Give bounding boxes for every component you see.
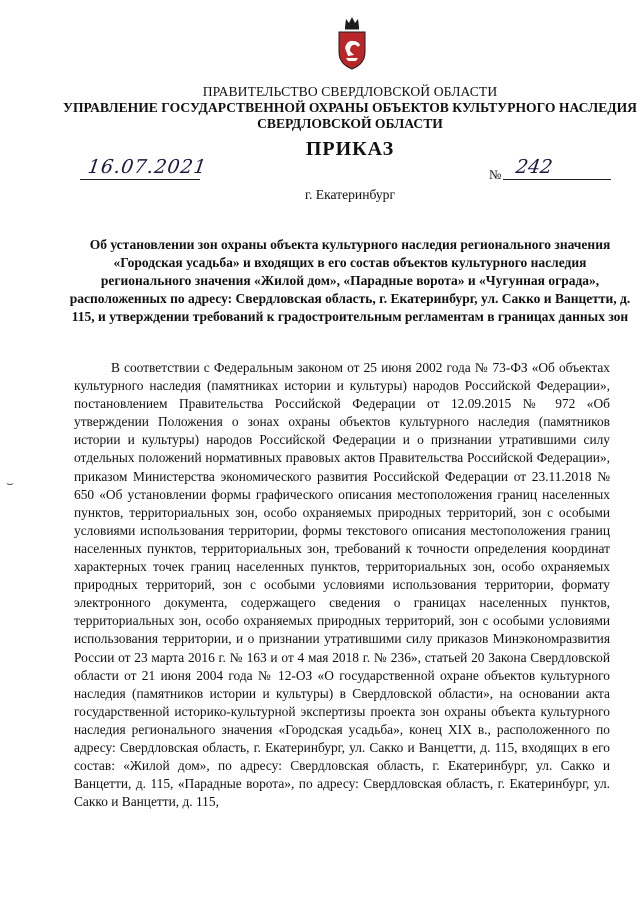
number-label: № bbox=[489, 167, 502, 182]
department-name: УПРАВЛЕНИЕ ГОСУДАРСТВЕННОЙ ОХРАНЫ ОБЪЕКТОВ КУЛЬТУРНОГО НАСЛЕДИЯ СВЕРДЛОВСКОЙ ОБЛАСТИ bbox=[62, 100, 638, 131]
margin-mark: ⌣ bbox=[6, 476, 14, 490]
government-name: ПРАВИТЕЛЬСТВО СВЕРДЛОВСКОЙ ОБЛАСТИ bbox=[202, 84, 498, 99]
order-number: 242 bbox=[514, 156, 554, 178]
city: г. Екатеринбург bbox=[304, 187, 396, 202]
number-underline bbox=[503, 178, 611, 180]
order-heading: Об установлении зон охраны объекта культурного наследия регионального значения «Городская усадьба» и входящих в его состав объектов культурного наследия регионального значения «Жилой дом», «Парадные ворота» и «Чугунная ограда», расположенных по адресу: Свердловская область, г. Екатеринбург, ул. Сакко и Ванцетти, д. 115, и утверждении требований к градостроительным регламентам в границах данных зон bbox=[69, 237, 631, 324]
order-date: 16.07.2021 bbox=[86, 156, 209, 178]
sverdlovsk-oblast-coat-of-arms-icon bbox=[336, 14, 368, 70]
order-body-paragraph: В соответствии с Федеральным законом от 25 июня 2002 года № 73-ФЗ «Об объектах культурного наследия (памятниках истории и культуры) народов Российской Федерации», постановлением Правительства Российской Федерации от 12.09.2015 № 972 «Об утверждении Положения о зонах охраны объектов культурного наследия (памятников истории и культуры) народов Российской Федерации и о признании утратившими силу отдельных положений нормативных правовых актов Правительства Российской Федерации», приказом Министерства экономического развития Российской Федерации от 23.11.2018 № 650 «Об установлении формы графического описания местоположения границ населенных пунктов, территориальных зон, особо охраняемых природных территорий, зон с особыми условиями использования территории, формы текстового описания местоположения границ населенных пунктов, территориальных зон, требований к точности определения координат характерных точек границ населенных пунктов, территориальных зон, особо охраняемых природных территорий, зон с особыми условиями использования территории, формату электронного документа, содержащего сведения о границах населенных пунктов, территориальных зон, особо охраняемых природных территорий, зон с особыми условиями использования территории, и о признании утратившими силу приказов Минэкономразвития России от 23 марта 2016 г. № 163 и от 4 мая 2018 г. № 236», статьей 20 Закона Свердловской области от 21 июня 2004 года № 12-ОЗ «О государственной охране объектов культурного наследия (памятников истории и культуры) в Свердловской области», на основании акта государственной историко-культурной экспертизы проекта зон охраны объекта культурного наследия регионального значения «Городская усадьба», конец XIX в., расположенного по адресу: Свердловская область, г. Екатеринбург, ул. Сакко и Ванцетти, д. 115, входящих в его состав: «Жилой дом», по адресу: Свердловская область, г. Екатеринбург, ул. Сакко и Ванцетти, д. 115, «Парадные ворота», по адресу: Свердловская область, г. Екатеринбург, ул. Сакко и Ванцетти, д. 115, bbox=[74, 360, 610, 810]
document-type: ПРИКАЗ bbox=[305, 138, 395, 160]
date-underline bbox=[80, 178, 200, 180]
